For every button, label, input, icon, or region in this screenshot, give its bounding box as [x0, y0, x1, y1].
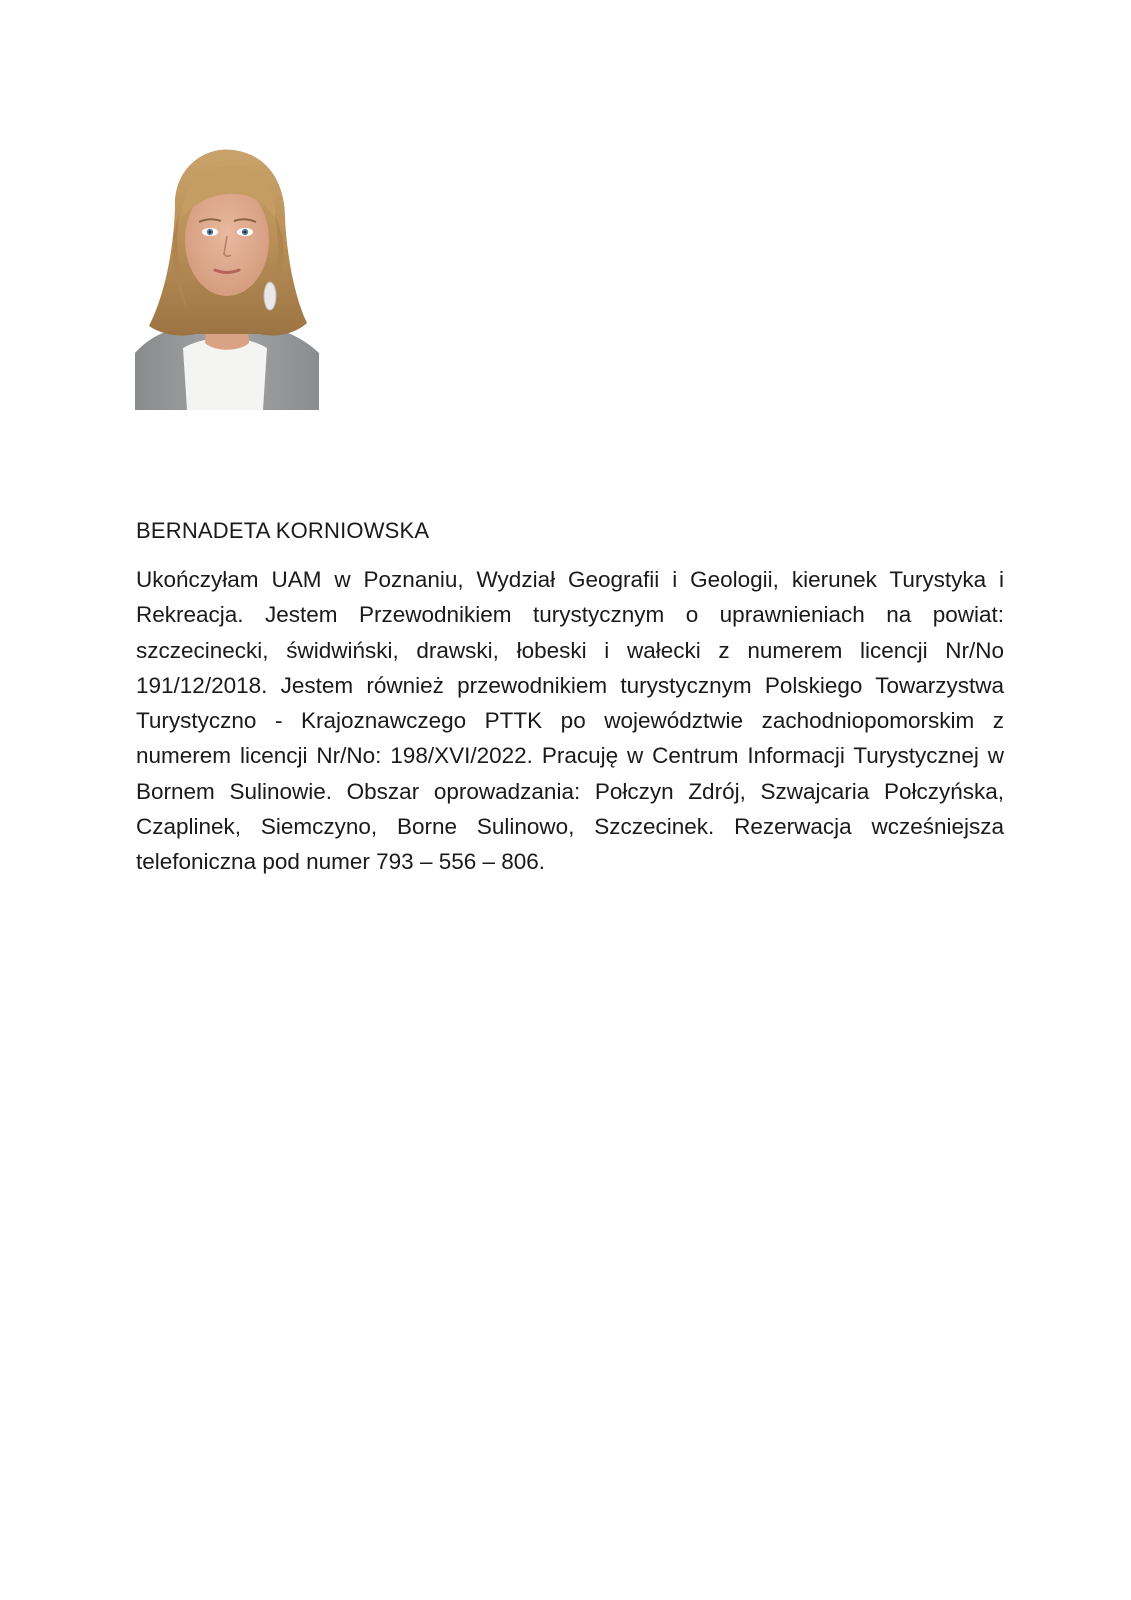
person-name: BERNADETA KORNIOWSKA	[136, 518, 430, 543]
portrait-photo	[135, 148, 319, 410]
bio-paragraph: Ukończyłam UAM w Poznaniu, Wydział Geografii i Geologii, kierunek Turystyka i Rekreacja. Jestem Przewodnikiem turystycznym o uprawnieniach na powiat: szczecinecki, świdwiński, drawski, łobeski i wałecki z numerem licencji Nr/No 191/12/2018. Jestem również przewodnikiem turystycznym Polskiego Towarzystwa Turystyczno - Krajoznawczego PTTK po województwie zachodniopomorskim z numerem licencji Nr/No: 198/XVI/2022. Pracuję w Centrum Informacji Turystycznej w Bornem Sulinowie. Obszar oprowadzania: Połczyn Zdrój, Szwajcaria Połczyńska, Czaplinek, Siemczyno, Borne Sulinowo, Szczecinek. Rezerwacja wcześniejsza telefoniczna pod numer 793 – 556 – 806.	[136, 567, 1004, 875]
